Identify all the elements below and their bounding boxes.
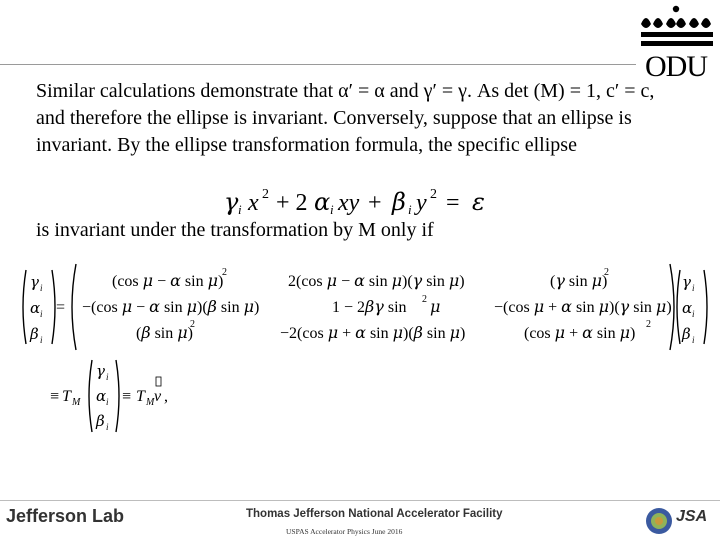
footer-divider	[0, 500, 720, 501]
svg-text:xy: xy	[338, 190, 360, 216]
svg-text:,: ,	[164, 388, 168, 405]
svg-text:−(cos μ − α sin μ)(β sin μ): −(cos μ − α sin μ)(β sin μ)	[82, 297, 260, 316]
invariance-matrix-equation	[18, 262, 708, 352]
svg-text:γ: γ	[30, 273, 39, 291]
svg-text:i: i	[692, 335, 695, 345]
jsa-logo: JSA	[676, 508, 708, 525]
svg-text:T: T	[62, 388, 71, 405]
svg-text:=: =	[56, 299, 66, 316]
svg-text:α: α	[30, 299, 41, 317]
svg-text:T: T	[136, 388, 145, 405]
svg-text:x: x	[248, 190, 259, 216]
svg-text:α: α	[96, 387, 107, 405]
svg-text:≡: ≡	[50, 388, 60, 405]
doe-seal-icon	[644, 506, 674, 536]
svg-text:β: β	[392, 188, 406, 216]
svg-text:i: i	[106, 372, 109, 382]
svg-text:α: α	[314, 188, 331, 216]
svg-text:(γ sin μ): (γ sin μ)	[550, 271, 608, 290]
paragraph-text: Similar calculations demonstrate that α′ = α and γ′ = γ. As det (M) = 1, c′ = c, and therefore the ellipse is invariant. Conversely, suppose that an ellipse is invariant. By the ellipse transformation formula, the specific ellipse	[36, 80, 655, 156]
footer-title: Thomas Jefferson National Accelerator Facility	[246, 508, 503, 520]
svg-text:γ: γ	[96, 362, 105, 380]
svg-text:=: =	[446, 190, 460, 216]
svg-text:β: β	[96, 412, 105, 430]
svg-text:α: α	[682, 299, 693, 317]
slide-paragraph	[36, 78, 686, 159]
svg-text:(cos μ + α sin μ): (cos μ + α sin μ)	[524, 323, 636, 342]
svg-text:β: β	[30, 325, 39, 343]
svg-text:i: i	[40, 283, 43, 293]
svg-text:M: M	[72, 397, 81, 408]
svg-text:2: 2	[222, 267, 227, 278]
svg-text:i: i	[40, 309, 43, 319]
jefferson-lab-logo: Jefferson Lab	[6, 506, 125, 526]
odu-logo	[636, 2, 716, 82]
compact-equation	[46, 356, 246, 436]
svg-text:2: 2	[190, 319, 195, 330]
svg-text:2: 2	[430, 187, 437, 202]
svg-text:(β sin μ): (β sin μ)	[136, 323, 193, 342]
svg-text:1 − 2βγ sin: 1 − 2βγ sin	[332, 297, 407, 316]
footer-subtitle: USPAS Accelerator Physics June 2016	[286, 527, 403, 536]
svg-text:−(cos μ + α sin μ)(γ sin μ): −(cos μ + α sin μ)(γ sin μ)	[494, 297, 672, 316]
svg-text:i: i	[106, 397, 109, 407]
svg-text:M: M	[146, 397, 155, 408]
svg-text:2(cos μ − α sin μ)(γ sin μ): 2(cos μ − α sin μ)(γ sin μ)	[288, 271, 465, 290]
svg-text:i: i	[238, 202, 242, 217]
svg-text:β: β	[682, 325, 691, 343]
svg-text:+ 2: + 2	[276, 190, 308, 216]
svg-text:v: v	[154, 388, 162, 405]
svg-text:γ: γ	[682, 273, 691, 291]
logo-text: ODU	[645, 50, 707, 83]
svg-text:i: i	[692, 309, 695, 319]
svg-text:i: i	[692, 283, 695, 293]
svg-text:≡: ≡	[122, 388, 132, 405]
header-divider	[0, 64, 636, 65]
svg-text:μ: μ	[430, 297, 441, 316]
ellipse-equation	[222, 178, 502, 222]
svg-text:2: 2	[422, 294, 427, 305]
svg-text:i: i	[330, 202, 334, 217]
svg-text:ε: ε	[472, 188, 485, 216]
condition-text: is invariant under the transformation by M only if	[36, 219, 434, 241]
svg-text:+: +	[368, 190, 382, 216]
svg-text:i: i	[40, 335, 43, 345]
svg-text:−2(cos μ + α sin μ)(β sin μ): −2(cos μ + α sin μ)(β sin μ)	[280, 323, 466, 342]
svg-text:i: i	[408, 202, 412, 217]
svg-text:i: i	[106, 422, 109, 432]
svg-text:2: 2	[646, 319, 651, 330]
crown-icon	[636, 2, 716, 54]
svg-text:2: 2	[262, 187, 269, 202]
svg-text:(cos μ − α sin μ): (cos μ − α sin μ)	[112, 271, 224, 290]
svg-text:γ: γ	[224, 188, 239, 216]
svg-text:y: y	[416, 190, 427, 216]
svg-text:2: 2	[604, 267, 609, 278]
